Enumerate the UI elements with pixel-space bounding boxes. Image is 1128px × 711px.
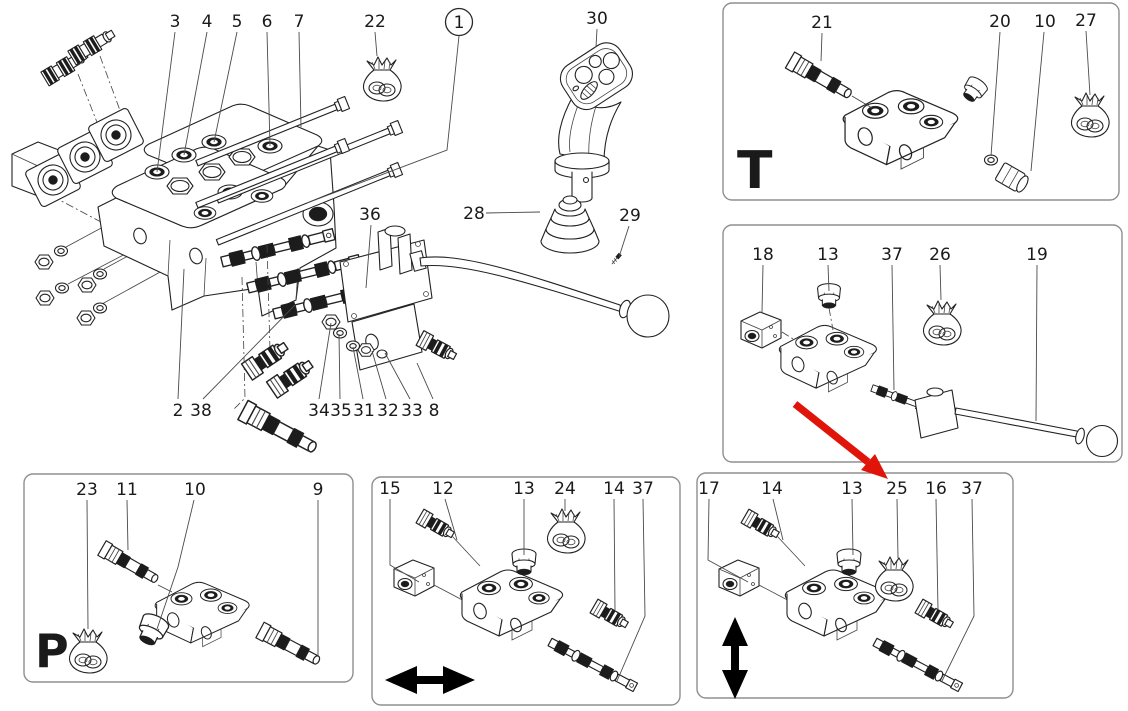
leader-line-main-22 — [375, 32, 377, 56]
seal-kit-bag — [875, 557, 913, 601]
callout-panel-bottom-right-13: 13 — [841, 479, 863, 499]
callout-panel-bottom-mid-13: 13 — [513, 479, 535, 499]
t-panel-view — [785, 52, 1109, 195]
callout-main-5: 5 — [231, 12, 243, 32]
leader-line-panel-bottom-right-16 — [936, 499, 938, 610]
seal-kit-bag — [923, 301, 961, 345]
callout-panel-mid-right-18: 18 — [752, 245, 774, 265]
callout-main-2: 2 — [172, 401, 184, 421]
leader-line-main-34 — [319, 323, 331, 399]
callout-panel-bottom-mid-14: 14 — [603, 479, 625, 499]
callout-main-6: 6 — [261, 12, 273, 32]
leader-line-main-8 — [417, 363, 433, 399]
control-lever — [410, 251, 669, 337]
leader-line-panel-p-11 — [127, 500, 128, 550]
leader-line-panel-mid-right-19 — [1036, 265, 1037, 421]
callout-main-35: 35 — [330, 401, 352, 421]
leader-line-panel-bottom-mid-14 — [614, 499, 615, 610]
hex-plug — [995, 162, 1031, 194]
callout-panel-p-10: 10 — [184, 480, 206, 500]
callout-main-7: 7 — [293, 12, 305, 32]
callout-panel-bottom-mid-15: 15 — [379, 479, 401, 499]
leader-line-main-28 — [486, 212, 540, 213]
callout-main-33: 33 — [401, 401, 423, 421]
leader-line-panel-t-10 — [1031, 32, 1044, 171]
callout-main-8: 8 — [428, 401, 440, 421]
mid-right-panel-view — [741, 284, 1118, 457]
leader-line-panel-mid-right-26 — [940, 265, 941, 300]
callout-panel-p-11: 11 — [116, 480, 138, 500]
callout-main-3: 3 — [169, 12, 181, 32]
leader-line-panel-mid-right-37 — [892, 265, 894, 390]
leader-line-main-33 — [385, 353, 410, 399]
leader-line-main-7 — [299, 32, 301, 127]
callout-panel-mid-right-19: 19 — [1026, 245, 1048, 265]
seal-kit-bag — [1071, 93, 1109, 137]
leader-line-main-35 — [339, 334, 340, 399]
panel-t-letter: T — [737, 141, 773, 201]
callout-panel-t-21: 21 — [811, 13, 833, 33]
seal-kit-bag — [547, 509, 585, 553]
callout-main-1: 1 — [453, 13, 465, 33]
leader-line-panel-mid-right-18 — [762, 265, 763, 312]
callout-panel-bottom-right-16: 16 — [925, 479, 947, 499]
main-exploded-view — [12, 26, 669, 458]
leader-line-panel-bottom-right-25 — [897, 499, 898, 558]
leader-line-panel-bottom-right-37 — [942, 499, 974, 681]
callout-main-30: 30 — [586, 9, 608, 29]
p-panel-view — [69, 541, 322, 673]
leader-line-panel-t-21 — [821, 33, 822, 61]
callout-panel-mid-right-26: 26 — [929, 245, 951, 265]
check-valve-fittings — [238, 338, 320, 458]
callout-panel-bottom-right-25: 25 — [886, 479, 908, 499]
callout-main-29: 29 — [619, 206, 641, 226]
leader-line-panel-t-27 — [1086, 31, 1090, 95]
red-arrow-shaft — [795, 404, 868, 462]
callout-main-28: 28 — [463, 204, 485, 224]
bottom-mid-panel-view — [385, 509, 638, 694]
leader-line-panel-bottom-mid-37 — [617, 499, 645, 681]
lever-ball-knob — [1087, 426, 1118, 457]
callout-panel-bottom-mid-24: 24 — [554, 479, 576, 499]
callout-panel-t-10: 10 — [1034, 12, 1056, 32]
callout-main-22: 22 — [364, 12, 386, 32]
leader-line-main-29 — [619, 226, 629, 257]
horizontal-double-arrow-icon — [385, 666, 475, 694]
callout-panel-bottom-mid-37: 37 — [632, 479, 654, 499]
callout-panel-p-9: 9 — [312, 480, 324, 500]
callout-main-32: 32 — [377, 401, 399, 421]
leader-line-panel-p-23 — [87, 500, 88, 629]
callout-panel-bottom-mid-12: 12 — [432, 479, 454, 499]
callout-main-31: 31 — [353, 401, 375, 421]
callout-panel-mid-right-13: 13 — [817, 245, 839, 265]
callout-panel-bottom-right-14: 14 — [761, 479, 783, 499]
callout-main-4: 4 — [201, 12, 213, 32]
callout-main-34: 34 — [308, 401, 330, 421]
seal-kit-bag — [363, 57, 401, 101]
leader-line-panel-t-20 — [991, 32, 1000, 156]
quick-coupler — [68, 26, 117, 64]
panel-p-letter: P — [35, 624, 69, 678]
callout-main-38: 38 — [190, 401, 212, 421]
callout-panel-p-23: 23 — [76, 480, 98, 500]
seal-kit-bag — [69, 629, 107, 673]
leader-line-panel-bottom-right-13 — [852, 499, 853, 555]
joystick-handle — [554, 37, 638, 202]
callout-panel-t-20: 20 — [989, 12, 1011, 32]
callout-main-36: 36 — [359, 205, 381, 225]
callout-panel-t-27: 27 — [1075, 11, 1097, 31]
callout-panel-bottom-right-37: 37 — [961, 479, 983, 499]
callout-panel-bottom-right-17: 17 — [698, 479, 720, 499]
rubber-boot — [541, 196, 599, 253]
callout-panel-mid-right-37: 37 — [881, 245, 903, 265]
vertical-double-arrow-icon — [722, 617, 748, 699]
bottom-right-panel-view — [719, 509, 963, 699]
red-pointer-arrow — [795, 404, 888, 479]
leader-line-main-30 — [596, 29, 597, 47]
